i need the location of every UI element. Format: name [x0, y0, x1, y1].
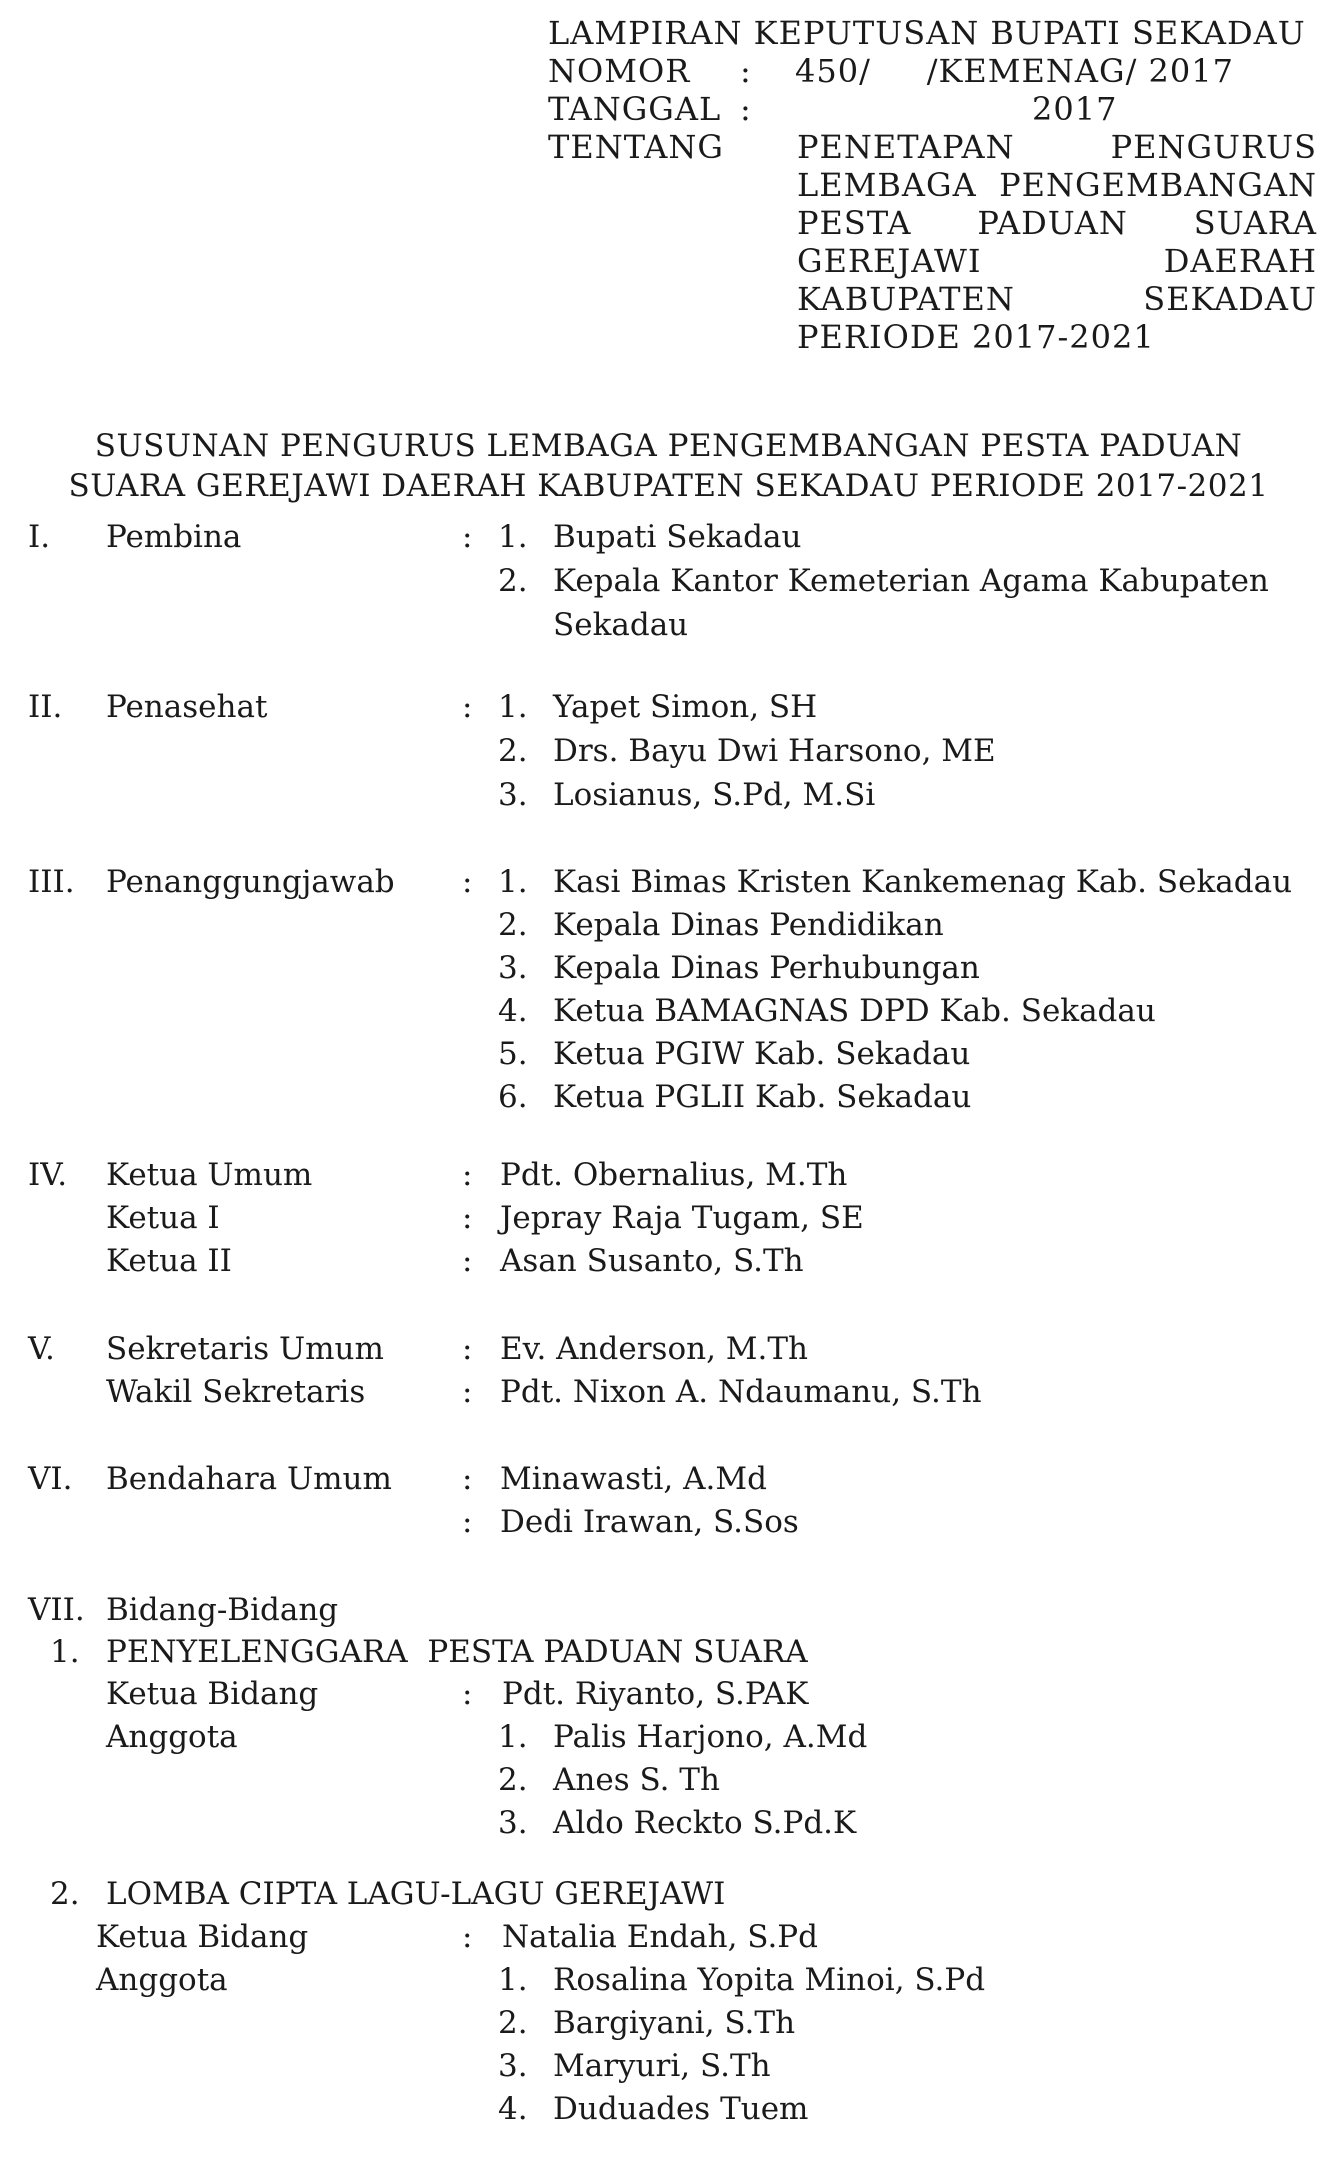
tentang-line	[797, 242, 1317, 280]
item-number: 4.	[498, 2091, 528, 2127]
row-label: Anggota	[96, 1962, 228, 1998]
row-colon: :	[462, 1157, 473, 1193]
tentang-label: TENTANG	[548, 128, 724, 166]
row-value: Ev. Anderson, M.Th	[500, 1331, 809, 1367]
item-number: 2.	[498, 907, 528, 943]
tentang-word: SUARA	[1193, 204, 1317, 242]
item-number: 5.	[498, 1036, 528, 1072]
row-value: Kasi Bimas Kristen Kankemenag Kab. Sekadau	[553, 864, 1293, 900]
row-colon: :	[462, 1461, 473, 1497]
item-number: 3.	[498, 777, 528, 813]
document-title-line-1: SUSUNAN PENGURUS LEMBAGA PENGEMBANGAN PESTA PADUAN	[94, 428, 1243, 464]
item-number: 1.	[498, 689, 528, 725]
row-value: Sekadau	[553, 607, 689, 643]
section-number: II.	[28, 689, 63, 725]
tentang-word: DAERAH	[1163, 242, 1317, 280]
row-label: Anggota	[106, 1719, 238, 1755]
section-number: V.	[28, 1331, 55, 1367]
row-value: Pdt. Riyanto, S.PAK	[502, 1676, 809, 1712]
row-value: Losianus, S.Pd, M.Si	[553, 777, 876, 813]
row-label: Penasehat	[106, 689, 268, 725]
row-value: Duduades Tuem	[553, 2091, 809, 2127]
nomor-colon: :	[740, 52, 752, 90]
section-number: IV.	[28, 1157, 68, 1193]
tentang-line	[797, 280, 1317, 318]
tentang-line	[797, 166, 1317, 204]
tentang-line	[797, 128, 1317, 166]
section-number: VII.	[28, 1592, 85, 1628]
item-number: 2.	[498, 1762, 528, 1798]
row-value: Bargiyani, S.Th	[553, 2005, 796, 2041]
row-colon: :	[462, 1919, 473, 1955]
item-number: 2.	[498, 733, 528, 769]
row-label: Pembina	[106, 519, 242, 555]
row-value: Ketua PGLII Kab. Sekadau	[553, 1079, 972, 1115]
row-value: Drs. Bayu Dwi Harsono, ME	[553, 733, 996, 769]
row-value: Ketua BAMAGNAS DPD Kab. Sekadau	[553, 993, 1156, 1029]
row-label: PENYELENGGARA PESTA PADUAN SUARA	[106, 1634, 808, 1670]
item-number: 3.	[498, 950, 528, 986]
row-value: Rosalina Yopita Minoi, S.Pd	[553, 1962, 986, 1998]
section-number: III.	[28, 864, 75, 900]
document-title-line-2: SUARA GEREJAWI DAERAH KABUPATEN SEKADAU PERIODE 2017-2021	[68, 468, 1269, 504]
row-value: Minawasti, A.Md	[500, 1461, 767, 1497]
tentang-word: PENGURUS	[1110, 128, 1317, 166]
section-number: 2.	[50, 1876, 80, 1912]
row-value: Palis Harjono, A.Md	[553, 1719, 868, 1755]
section-number: 1.	[50, 1634, 80, 1670]
tentang-word: LEMBAGA	[797, 166, 977, 204]
tentang-word: GEREJAWI	[797, 242, 982, 280]
row-colon: :	[462, 1504, 473, 1540]
nomor-label: NOMOR	[548, 52, 691, 90]
item-number: 2.	[498, 2005, 528, 2041]
row-colon: :	[462, 1243, 473, 1279]
row-value: Ketua PGIW Kab. Sekadau	[553, 1036, 971, 1072]
row-label: Bidang-Bidang	[106, 1592, 339, 1628]
row-colon: :	[462, 1374, 473, 1410]
item-number: 3.	[498, 1805, 528, 1841]
tentang-word: PENGEMBANGAN	[999, 166, 1317, 204]
item-number: 1.	[498, 864, 528, 900]
tanggal-value: 2017	[1032, 90, 1118, 128]
row-value: Bupati Sekadau	[553, 519, 802, 555]
row-value: Maryuri, S.Th	[553, 2048, 771, 2084]
tentang-word: PESTA	[797, 204, 912, 242]
tentang-block	[797, 128, 1317, 356]
row-value: Kepala Kantor Kemeterian Agama Kabupaten	[553, 563, 1269, 599]
tentang-word: PERIODE 2017-2021	[797, 318, 1155, 356]
item-number: 1.	[498, 1962, 528, 1998]
row-value: Jepray Raja Tugam, SE	[500, 1200, 864, 1236]
row-value: Kepala Dinas Perhubungan	[553, 950, 980, 986]
section-number: I.	[28, 519, 51, 555]
header-title: LAMPIRAN KEPUTUSAN BUPATI SEKADAU	[548, 14, 1306, 52]
row-value: Yapet Simon, SH	[553, 689, 818, 725]
row-label: Wakil Sekretaris	[106, 1374, 366, 1410]
tentang-word: SEKADAU	[1143, 280, 1317, 318]
item-number: 6.	[498, 1079, 528, 1115]
tanggal-label: TANGGAL	[548, 90, 722, 128]
row-colon: :	[462, 689, 473, 725]
row-label: Sekretaris Umum	[106, 1331, 384, 1367]
row-label: Ketua I	[106, 1200, 220, 1236]
item-number: 2.	[498, 563, 528, 599]
item-number: 1.	[498, 1719, 528, 1755]
row-colon: :	[462, 1676, 473, 1712]
row-colon: :	[462, 864, 473, 900]
row-value: Asan Susanto, S.Th	[500, 1243, 804, 1279]
row-label: Bendahara Umum	[106, 1461, 392, 1497]
tentang-word: KABUPATEN	[797, 280, 1015, 318]
tentang-line	[797, 318, 1317, 356]
row-label: Ketua Umum	[106, 1157, 313, 1193]
tentang-word: PADUAN	[977, 204, 1128, 242]
row-value: Pdt. Obernalius, M.Th	[500, 1157, 848, 1193]
row-colon: :	[462, 519, 473, 555]
item-number: 4.	[498, 993, 528, 1029]
row-value: Aldo Reckto S.Pd.K	[553, 1805, 857, 1841]
tentang-line	[797, 204, 1317, 242]
row-value: Pdt. Nixon A. Ndaumanu, S.Th	[500, 1374, 982, 1410]
tanggal-colon: :	[740, 90, 752, 128]
row-value: Anes S. Th	[553, 1762, 720, 1798]
item-number: 3.	[498, 2048, 528, 2084]
row-value: Kepala Dinas Pendidikan	[553, 907, 944, 943]
row-colon: :	[462, 1331, 473, 1367]
row-label: Penanggungjawab	[106, 864, 395, 900]
row-label: Ketua Bidang	[96, 1919, 309, 1955]
section-number: VI.	[28, 1461, 73, 1497]
row-label: LOMBA CIPTA LAGU-LAGU GEREJAWI	[106, 1876, 726, 1912]
nomor-value: 450/ /KEMENAG/ 2017	[795, 52, 1234, 90]
row-value: Natalia Endah, S.Pd	[502, 1919, 818, 1955]
row-label: Ketua Bidang	[106, 1676, 319, 1712]
tentang-word: PENETAPAN	[797, 128, 1015, 166]
row-colon: :	[462, 1200, 473, 1236]
row-value: Dedi Irawan, S.Sos	[500, 1504, 799, 1540]
row-label: Ketua II	[106, 1243, 232, 1279]
item-number: 1.	[498, 519, 528, 555]
